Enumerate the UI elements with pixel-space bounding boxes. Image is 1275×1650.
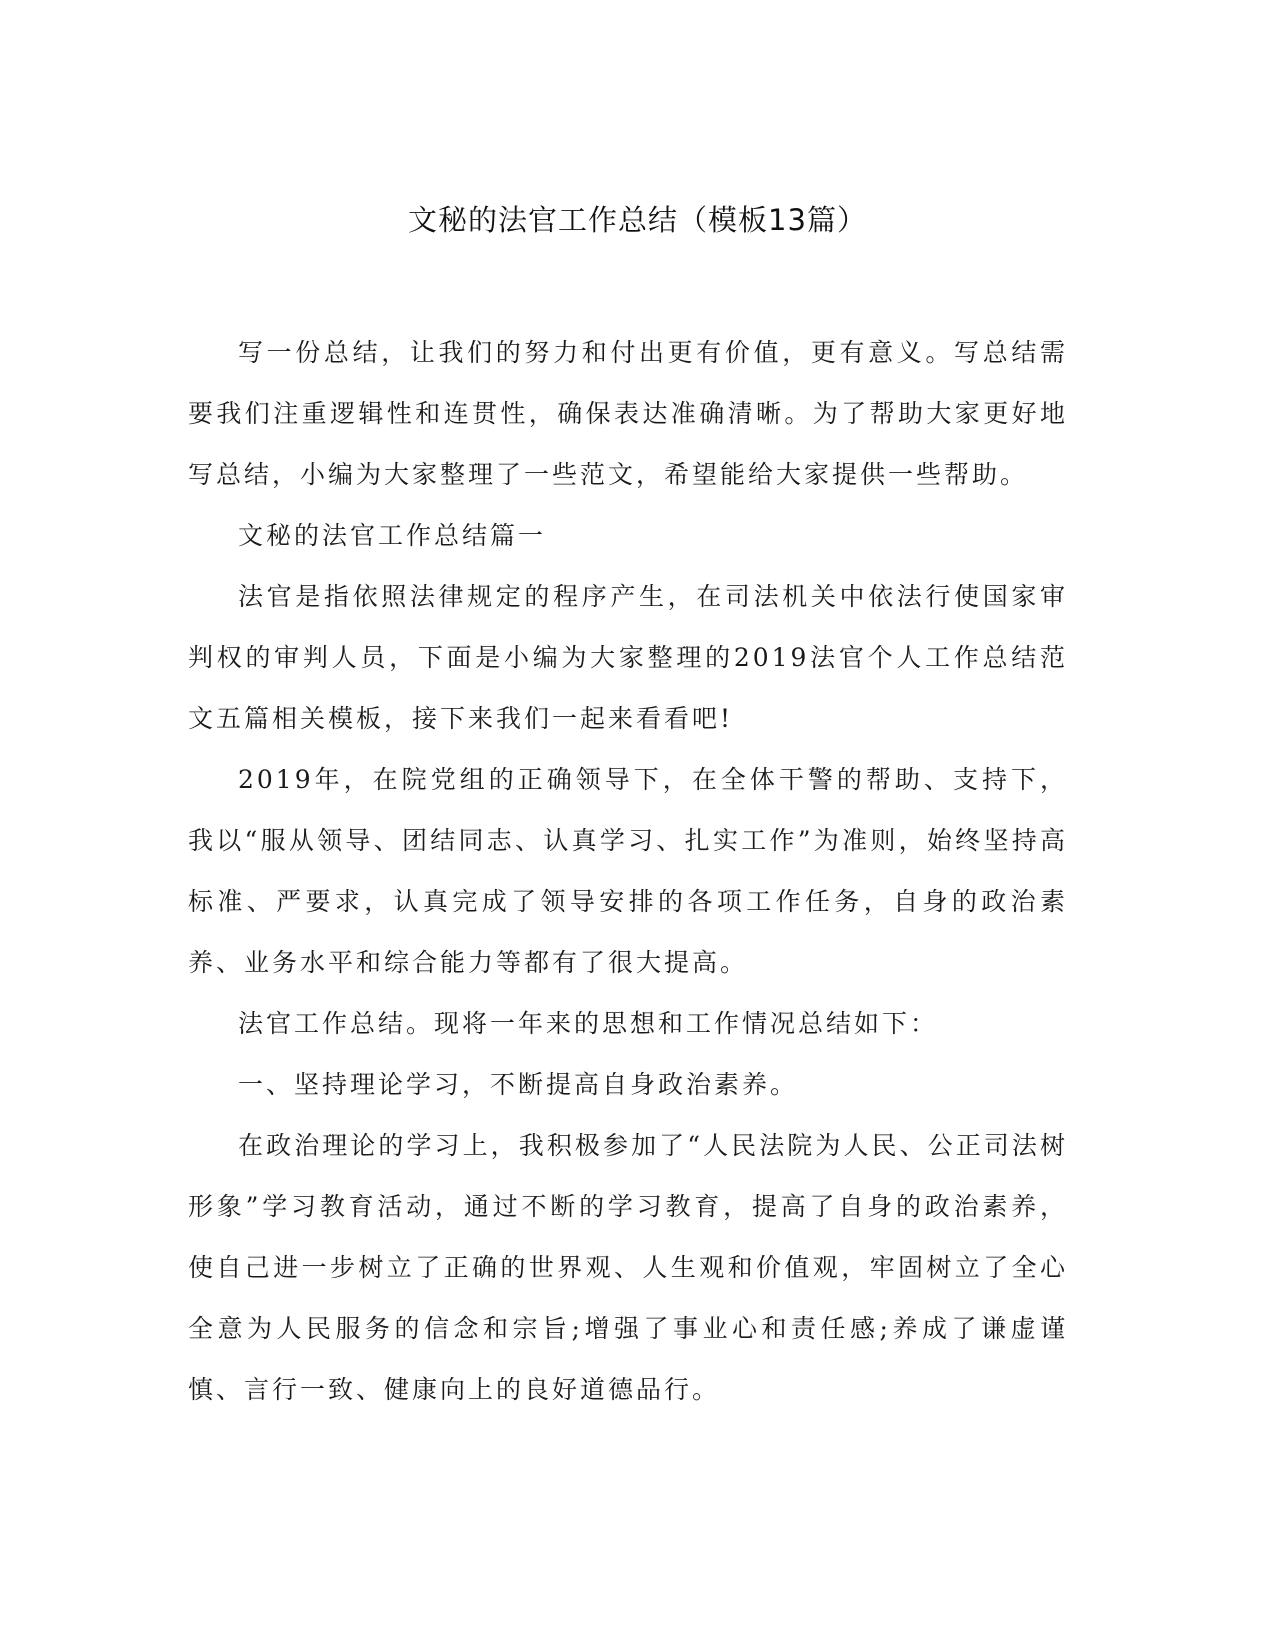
subsection-heading: 一、坚持理论学习，不断提高自身政治素养。 [238,1070,799,1099]
intro-paragraph: 写一份总结，让我们的努力和付出更有价值，更有意义。写总结需要我们注重逻辑性和连贯性，确保表达准确清晰。为了帮助大家更好地写总结，小编为大家整理了一些范文，希望能给大家提供一些帮助。 [188,338,1068,489]
section-heading: 文秘的法官工作总结篇一 [238,521,547,550]
body-paragraph: 法官工作总结。现将一年来的思想和工作情况总结如下： [238,1009,939,1038]
body-paragraph: 法官是指依照法律规定的程序产生，在司法机关中依法行使国家审判权的审判人员，下面是小编为大家整理的2019法官个人工作总结范文五篇相关模板，接下来我们一起来看看吧! [188,582,1068,733]
body-paragraph: 在政治理论的学习上，我积极参加了“人民法院为人民、公正司法树形象”学习教育活动，通过不断的学习教育，提高了自身的政治素养，使自己进一步树立了正确的世界观、人生观和价值观，牢固树立了全心全意为人民服务的信念和宗旨;增强了事业心和责任感;养成了谦虚谨慎、言行一致、健康向上的良好道德品行。 [188,1131,1068,1404]
body-paragraph: 2019年，在院党组的正确领导下，在全体干警的帮助、支持下，我以“服从领导、团结同志、认真学习、扎实工作”为准则，始终坚持高标准、严要求，认真完成了领导安排的各项工作任务，自身的政治素养、业务水平和综合能力等都有了很大提高。 [188,765,1068,977]
document-title: 文秘的法官工作总结（模板13篇） [408,203,867,237]
document-body [188,322,1068,1420]
